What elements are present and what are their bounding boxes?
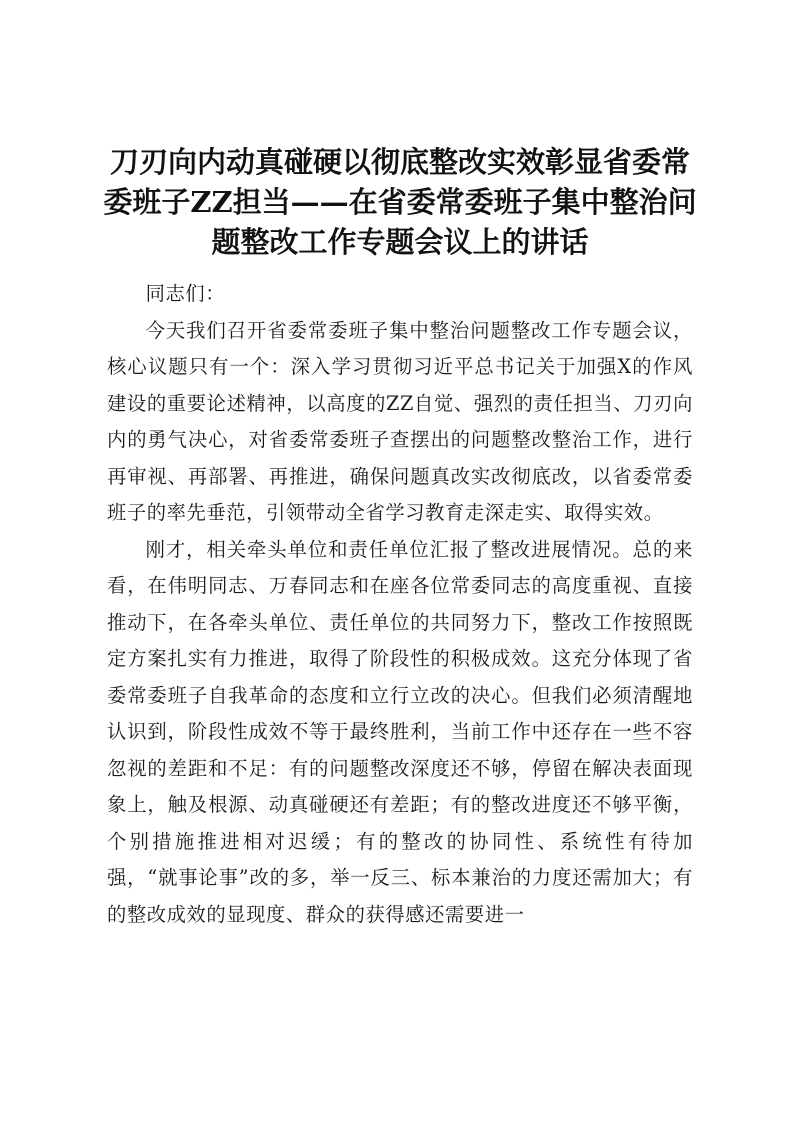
document-body [107, 276, 693, 933]
document-title: 刀刃向内动真碰硬以彻底整改实效彰显省委常委班子ZZ担当——在省委常委班子集中整治问题整改工作专题会议上的讲话 [103, 145, 697, 259]
salutation: 同志们： [145, 282, 226, 305]
paragraph-2: 刚才，相关牵头单位和责任单位汇报了整改进展情况。总的来看，在伟明同志、万春同志和在座各位常委同志的高度重视、直接推动下，在各牵头单位、责任单位的共同努力下，整改工作按照既定方案扎实有力推进，取得了阶段性的积极成效。这充分体现了省委常委班子自我革命的态度和立行立改的决心。但我们必须清醒地认识到，阶段性成效不等于最终胜利，当前工作中还存在一些不容忽视的差距和不足：有的问题整改深度还不够，停留在解决表面现象上，触及根源、动真碰硬还有差距；有的整改进度还不够平衡，个别措施推进相对迟缓；有的整改的协同性、系统性有待加强，“就事论事”改的多，举一反三、标本兼治的力度还需加大；有的整改成效的显现度、群众的获得感还需要进一 [107, 537, 693, 926]
paragraph-1: 今天我们召开省委常委班子集中整治问题整改工作专题会议，核心议题只有一个：深入学习贯彻习近平总书记关于加强X的作风建设的重要论述精神，以高度的ZZ自觉、强烈的责任担当、刀刃向内的勇气决心，对省委常委班子查摆出的问题整改整治工作，进行再审视、再部署、再推进，确保问题真改实改彻底改，以省委常委班子的率先垂范，引领带动全省学习教育走深走实、取得实效。 [107, 318, 693, 524]
